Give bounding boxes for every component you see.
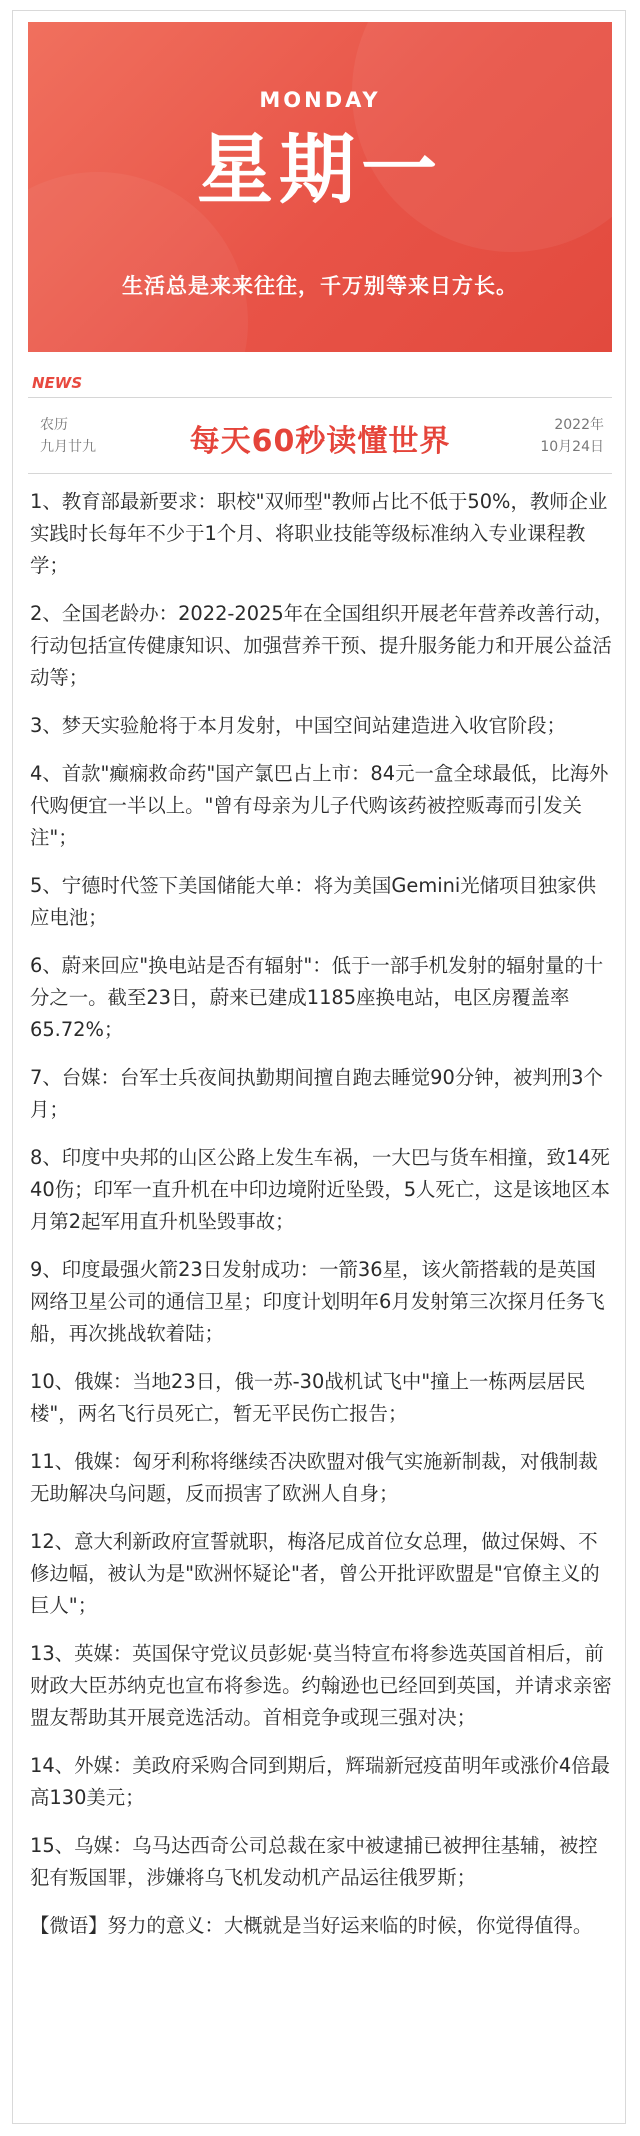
news-item: 14、外媒：美政府采购合同到期后，辉瑞新冠疫苗明年或涨价4倍最高130美元； [30, 1754, 610, 1809]
news-item: 9、印度最强火箭23日发射成功：一箭36星，该火箭搭载的是英国网络卫星公司的通信卫星；印度计划明年6月发射第三次探月任务飞船，再次挑战软着陆； [30, 1258, 605, 1345]
news-item: 7、台媒：台军士兵夜间执勤期间擅自跑去睡觉90分钟，被判刑3个月； [30, 1066, 603, 1121]
lunar-label: 农历 [40, 417, 68, 433]
gregorian-date [540, 414, 604, 458]
weekday-chinese: 星期一 [197, 125, 443, 214]
date-year: 2022年 [554, 417, 604, 433]
news-item: 15、乌媒：乌马达西奇公司总裁在家中被逮捕已被押往基辅，被控犯有叛国罪，涉嫌将乌飞机发动机产品运往俄罗斯； [30, 1834, 598, 1889]
weekday-english: MONDAY [259, 88, 381, 112]
news-item: 5、宁德时代签下美国储能大单：将为美国Gemini光储项目独家供应电池； [30, 874, 597, 929]
header-banner [28, 22, 612, 352]
news-item: 11、俄媒：匈牙利称将继续否决欧盟对俄气实施新制裁，对俄制裁无助解决乌问题，反而损害了欧洲人自身； [30, 1450, 598, 1505]
news-item: 3、梦天实验舱将于本月发射，中国空间站建造进入收官阶段； [30, 714, 566, 737]
page-title: 每天60秒读懂世界 [189, 424, 451, 459]
news-item: 1、教育部最新要求：职校"双师型"教师占比不低于50%，教师企业实践时长每年不少于1个月、将职业技能等级标准纳入专业课程教学； [30, 490, 608, 577]
news-item: 2、全国老龄办：2022-2025年在全国组织开展老年营养改善行动，行动包括宣传健康知识、加强营养干预、提升服务能力和开展公益活动等； [30, 602, 614, 689]
news-item: 10、俄媒：当地23日，俄一苏-30战机试飞中"撞上一栋两层居民楼"，两名飞行员死亡，暂无平民伤亡报告； [30, 1370, 586, 1425]
divider [28, 397, 612, 398]
news-list [30, 486, 614, 1958]
lunar-day: 九月廿九 [40, 439, 96, 455]
divider [28, 473, 612, 474]
date-month-day: 10月24日 [540, 439, 604, 455]
news-item: 4、首款"癫痫救命药"国产氯巴占上市：84元一盒全球最低，比海外代购便宜一半以上。"曾有母亲为儿子代购该药被控贩毒而引发关注"； [30, 762, 609, 849]
news-item: 12、意大利新政府宣誓就职，梅洛尼成首位女总理，做过保姆、不修边幅，被认为是"欧洲怀疑论"者，曾公开批评欧盟是"官僚主义的巨人"； [30, 1530, 600, 1617]
news-tag: NEWS [32, 374, 83, 392]
news-item: 6、蔚来回应"换电站是否有辐射"：低于一部手机发射的辐射量的十分之一。截至23日，蔚来已建成1185座换电站，电区房覆盖率65.72%； [30, 954, 604, 1041]
banner-slogan: 生活总是来来往往，千万别等来日方长。 [122, 274, 518, 298]
news-item: 13、英媒：英国保守党议员彭妮·莫当特宣布将参选英国首相后，前财政大臣苏纳克也宣布将参选。约翰逊也已经回到英国，并请求亲密盟友帮助其开展竞选活动。首相竞争或现三强对决； [30, 1642, 612, 1729]
news-item: 8、印度中央邦的山区公路上发生车祸，一大巴与货车相撞，致14死40伤；印军一直升机在中印边境附近坠毁，5人死亡，这是该地区本月第2起军用直升机坠毁事故； [30, 1146, 610, 1233]
daily-quote: 【微语】努力的意义：大概就是当好运来临的时候，你觉得值得。 [30, 1914, 593, 1937]
